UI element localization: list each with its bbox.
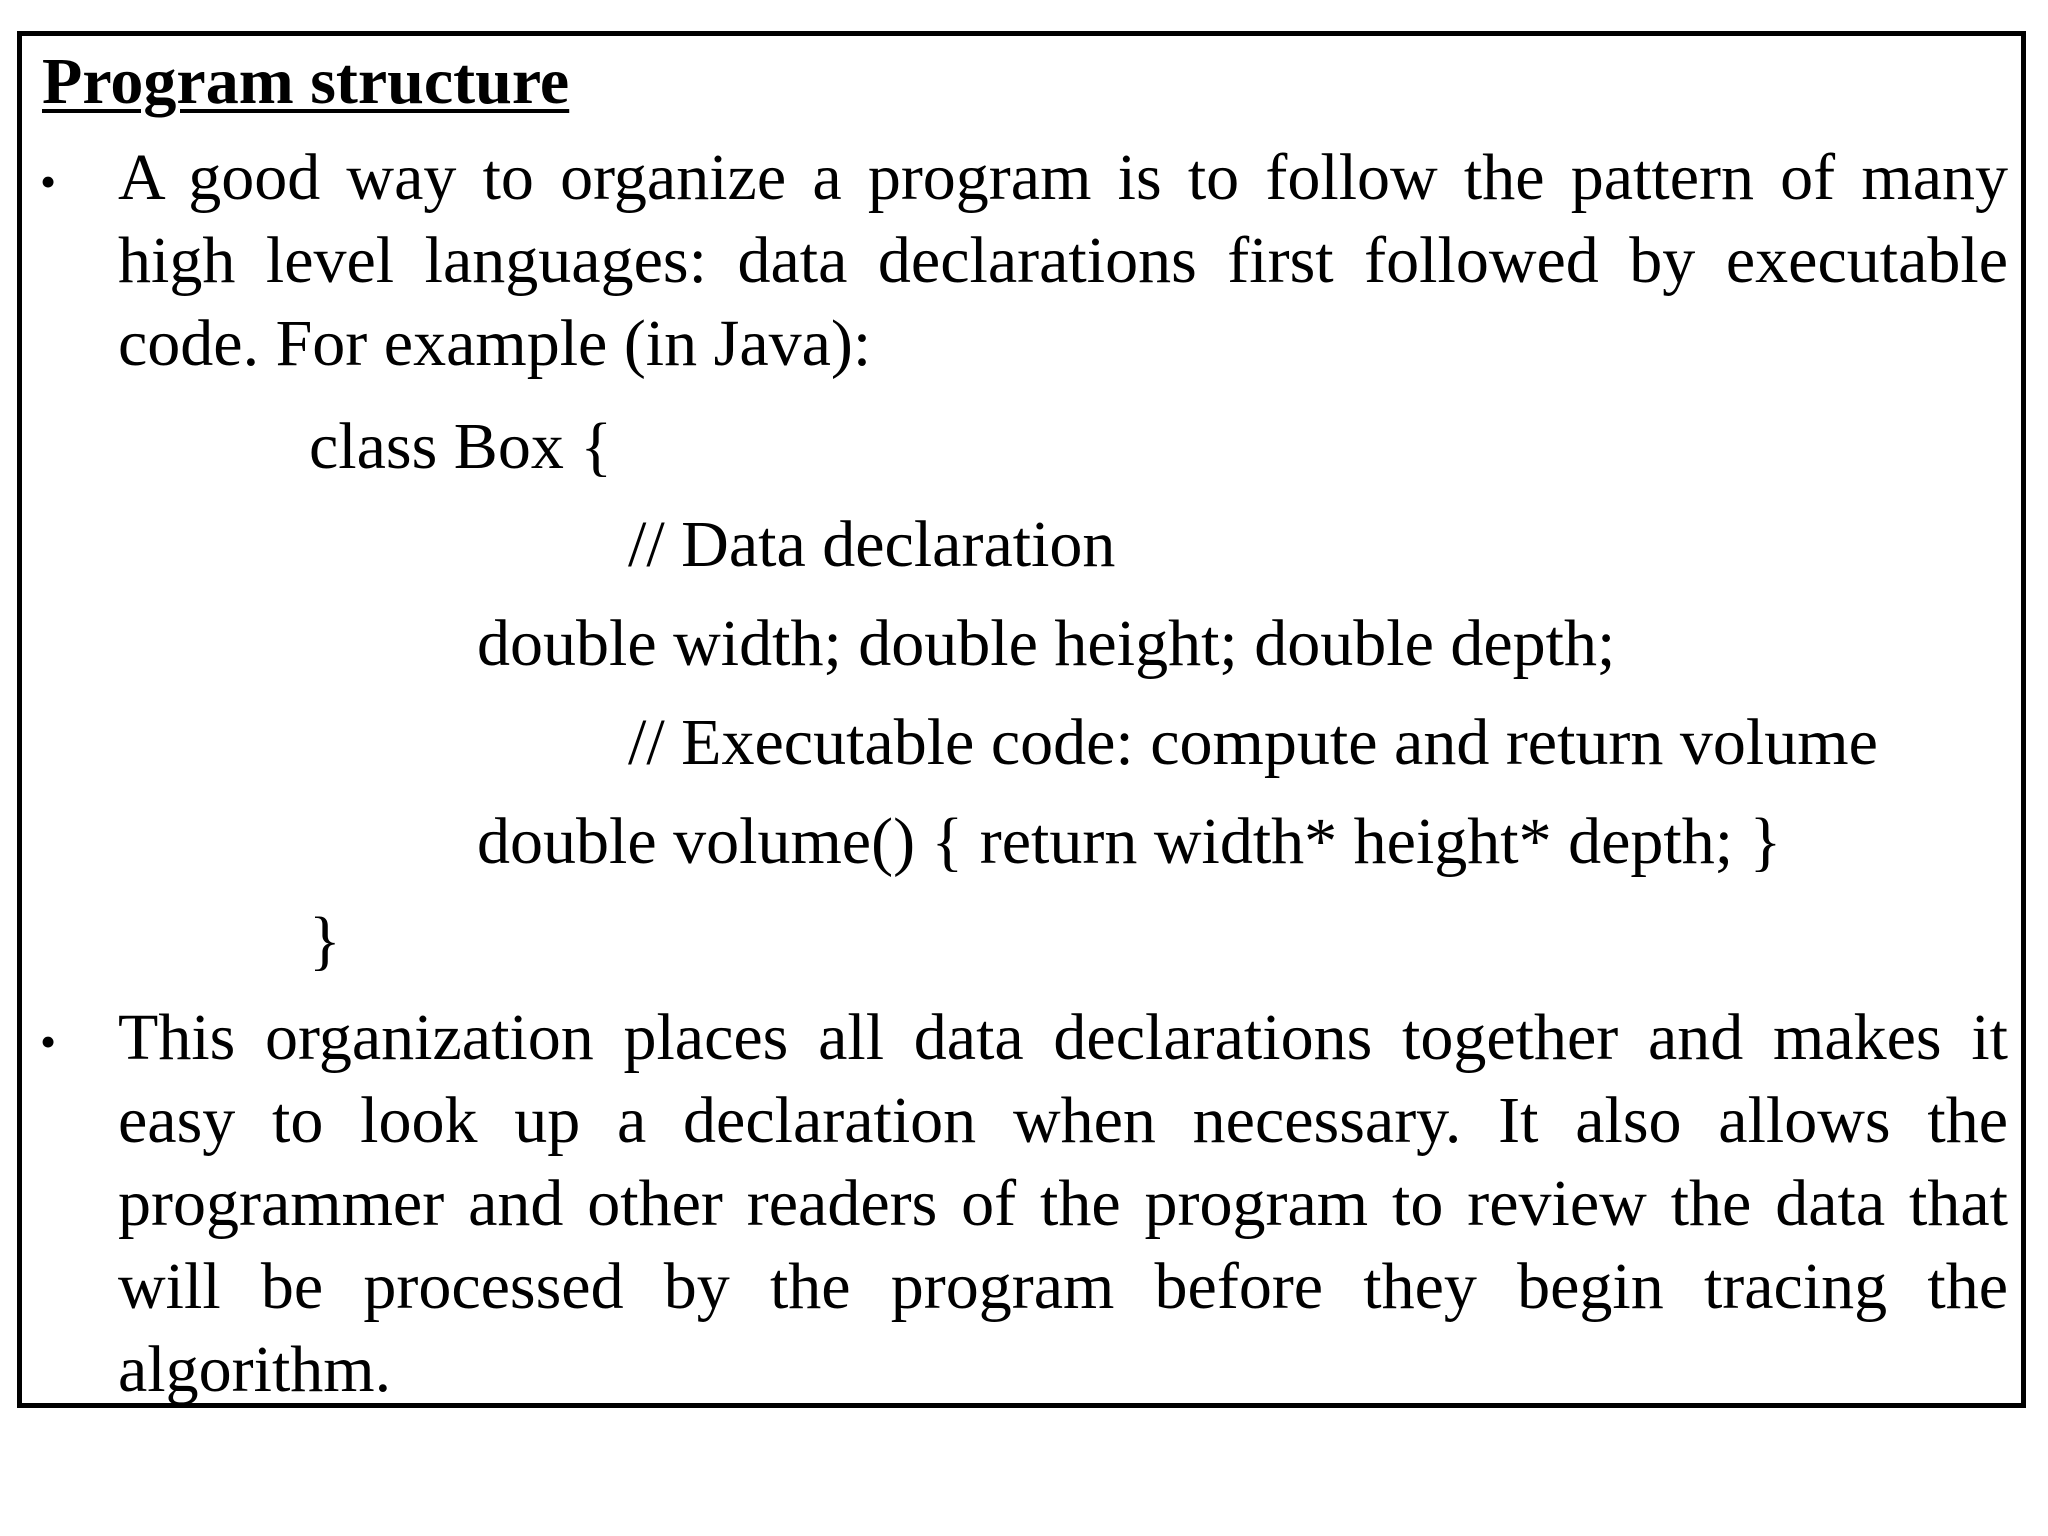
bullet-icon: • — [40, 1016, 57, 1067]
slide-title: Program structure — [42, 45, 570, 118]
code-line-class-open: class Box { — [309, 410, 612, 483]
bullet-text-2: This organization places all data declarations together and makes it easy to look up a declaration when necessary. It also allows the programmer and other readers of the program to review the data that will be processed by the program before they begin tracing the algorithm. — [118, 1001, 2008, 1406]
code-line-class-close: } — [309, 904, 341, 977]
code-line-declarations: double width; double height; double depth; — [477, 607, 1616, 680]
bullet-text-1: A good way to organize a program is to follow the pattern of many high level languages: data declarations first followed by executable code. For example (in Java): — [118, 141, 2008, 380]
bullet-icon: • — [40, 156, 57, 207]
code-line-comment-executable: // Executable code: compute and return volume — [628, 706, 1878, 779]
code-line-comment-data: // Data declaration — [628, 508, 1116, 581]
code-line-volume-method: double volume() { return width* height* depth; } — [477, 805, 1782, 878]
